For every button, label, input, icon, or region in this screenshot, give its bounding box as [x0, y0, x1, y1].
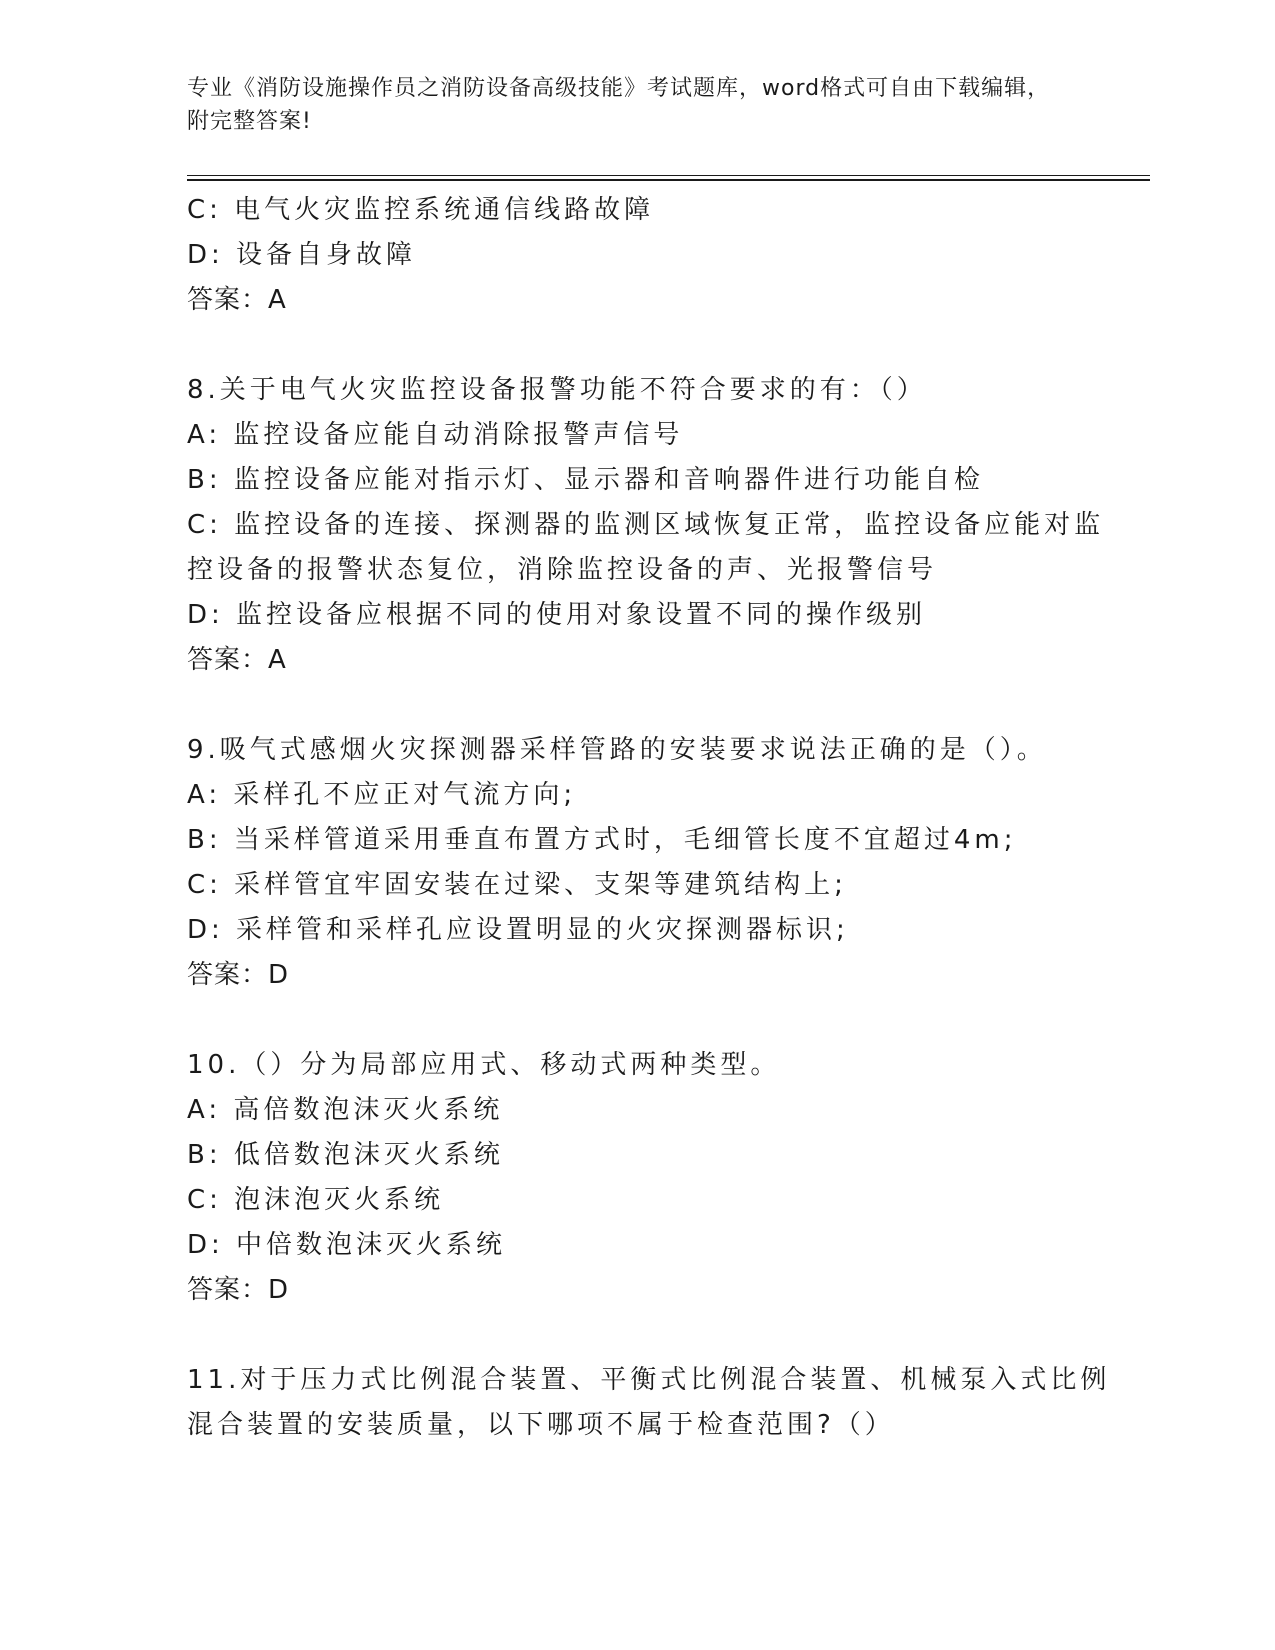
option-c: C: 采样管宜牢固安装在过梁、支架等建筑结构上; [187, 870, 847, 900]
question-text: 10.（）分为局部应用式、移动式两种类型。 [187, 1050, 781, 1080]
question-11 [187, 1358, 1111, 1448]
answer: 答案：A [187, 285, 287, 315]
option-d: D: 设备自身故障 [187, 240, 417, 270]
option-b: B: 低倍数泡沫灭火系统 [187, 1140, 504, 1170]
option-c-line1: C: 监控设备的连接、探测器的监测区域恢复正常，监控设备应能对监 [187, 510, 1105, 540]
question-9 [187, 728, 1087, 998]
option-a: A: 监控设备应能自动消除报警声信号 [187, 420, 684, 450]
spacer [187, 998, 1087, 1043]
question-7 [187, 188, 1087, 323]
question-list [187, 188, 1111, 1448]
spacer [187, 1313, 1087, 1358]
option-d: D: 采样管和采样孔应设置明显的火灾探测器标识; [187, 915, 849, 945]
answer: 答案：D [187, 960, 290, 990]
answer: 答案：A [187, 645, 287, 675]
question-8 [187, 368, 1105, 683]
option-c: C: 泡沫泡灭火系统 [187, 1185, 445, 1215]
header-rule-thick [187, 179, 1150, 181]
question-10 [187, 1043, 1087, 1313]
document-header: 专业《消防设施操作员之消防设备高级技能》考试题库，word格式可自由下载编辑，附完整答案! [187, 76, 1051, 134]
option-b: B: 监控设备应能对指示灯、显示器和音响器件进行功能自检 [187, 465, 984, 495]
question-text-line1: 11.对于压力式比例混合装置、平衡式比例混合装置、机械泵入式比例 [187, 1365, 1111, 1395]
answer: 答案：D [187, 1275, 290, 1305]
question-text: 8.关于电气火灾监控设备报警功能不符合要求的有：（） [187, 375, 927, 405]
header-rule-thin [187, 175, 1150, 176]
option-a: A: 高倍数泡沫灭火系统 [187, 1095, 504, 1125]
spacer [187, 683, 1087, 728]
question-text-line2: 混合装置的安装质量，以下哪项不属于检查范围?（） [187, 1410, 895, 1440]
option-c: C: 电气火灾监控系统通信线路故障 [187, 195, 655, 225]
option-d: D: 中倍数泡沫灭火系统 [187, 1230, 507, 1260]
option-a: A: 采样孔不应正对气流方向; [187, 780, 577, 810]
option-d: D: 监控设备应根据不同的使用对象设置不同的操作级别 [187, 600, 927, 630]
spacer [187, 323, 1087, 368]
option-b: B: 当采样管道采用垂直布置方式时，毛细管长度不宜超过4m; [187, 825, 1017, 855]
option-c-line2: 控设备的报警状态复位，消除监控设备的声、光报警信号 [187, 555, 938, 585]
question-text: 9.吸气式感烟火灾探测器采样管路的安装要求说法正确的是（）。 [187, 735, 1047, 765]
